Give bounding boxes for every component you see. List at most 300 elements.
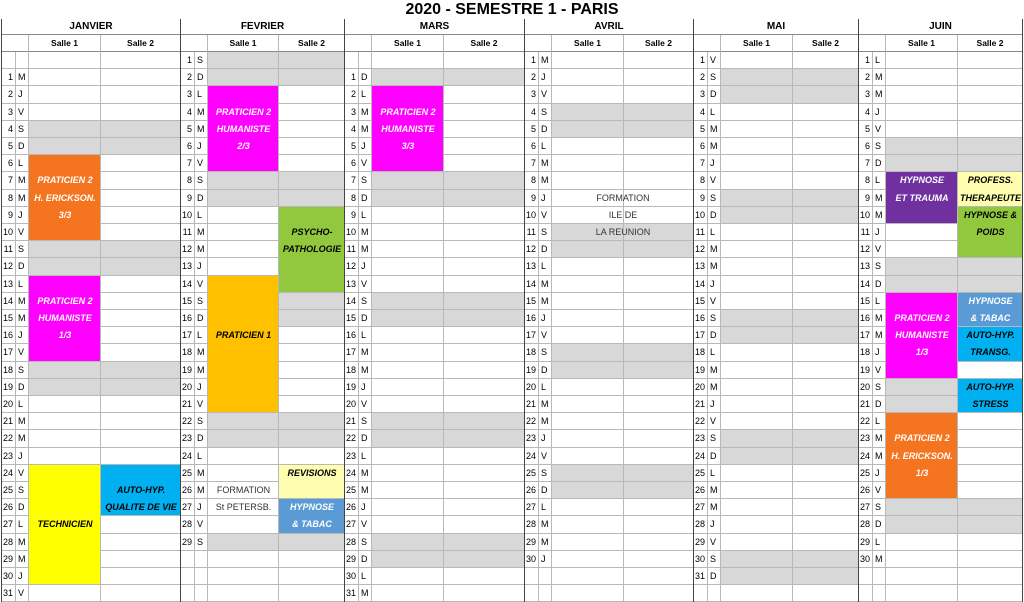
weekday-letter: L (16, 516, 29, 533)
room1-slot[interactable] (208, 52, 279, 69)
room1-slot[interactable] (372, 430, 444, 447)
room1-slot[interactable] (721, 190, 793, 207)
room2-slot[interactable] (793, 86, 859, 103)
room1-slot[interactable] (552, 293, 624, 310)
room2-slot[interactable] (624, 534, 694, 551)
room2-slot[interactable] (444, 241, 525, 258)
room2-slot[interactable] (624, 448, 694, 465)
room1-slot[interactable] (721, 293, 793, 310)
room2-slot[interactable] (624, 396, 694, 413)
room1-slot[interactable] (372, 310, 444, 327)
room1-slot[interactable] (29, 138, 101, 155)
weekday-letter: M (195, 362, 208, 379)
room2-slot[interactable] (793, 52, 859, 69)
room1-slot[interactable] (552, 104, 624, 121)
room1-slot[interactable] (721, 430, 793, 447)
room1-slot[interactable] (372, 499, 444, 516)
room1-slot[interactable] (886, 86, 958, 103)
room1-slot[interactable] (208, 258, 279, 275)
room2-slot[interactable] (624, 482, 694, 499)
room1-slot[interactable] (552, 413, 624, 430)
room2-slot[interactable] (444, 258, 525, 275)
room2-slot[interactable] (624, 276, 694, 293)
room1-slot[interactable] (721, 568, 793, 585)
session-label: 3/3 (58, 209, 72, 220)
room1-slot[interactable] (886, 52, 958, 69)
room2-slot[interactable] (444, 86, 525, 103)
room2-slot[interactable] (444, 138, 525, 155)
room2-slot[interactable] (101, 534, 181, 551)
room2-slot[interactable] (793, 465, 859, 482)
room2-slot[interactable] (279, 190, 345, 207)
room2-slot[interactable] (101, 310, 181, 327)
room1-slot[interactable] (552, 362, 624, 379)
room2-slot[interactable] (279, 362, 345, 379)
room2-slot[interactable] (101, 86, 181, 103)
room2-slot[interactable] (793, 413, 859, 430)
weekday-letter: D (359, 430, 372, 447)
room1-slot[interactable] (552, 327, 624, 344)
room1-slot[interactable] (372, 551, 444, 568)
room2-slot[interactable] (444, 327, 525, 344)
room1-slot[interactable] (372, 534, 444, 551)
room1-slot[interactable] (372, 568, 444, 585)
room2-slot[interactable] (793, 499, 859, 516)
room1-slot[interactable] (721, 138, 793, 155)
room2-slot[interactable] (793, 104, 859, 121)
room1-slot[interactable] (552, 241, 624, 258)
room2-slot[interactable] (958, 86, 1023, 103)
room2-slot[interactable] (793, 258, 859, 275)
room2-slot[interactable] (958, 121, 1023, 138)
room2-slot[interactable] (279, 69, 345, 86)
room1-slot[interactable] (552, 465, 624, 482)
room2-slot[interactable] (444, 585, 525, 602)
room1-slot[interactable] (208, 465, 279, 482)
room2-slot[interactable] (793, 534, 859, 551)
room1-slot[interactable] (208, 190, 279, 207)
room1-slot[interactable] (886, 224, 958, 241)
room2-slot[interactable] (958, 276, 1023, 293)
room2-slot[interactable] (958, 69, 1023, 86)
room1-slot[interactable] (372, 516, 444, 533)
room1-slot[interactable] (372, 69, 444, 86)
room2-slot[interactable] (444, 396, 525, 413)
room1-slot[interactable] (721, 362, 793, 379)
room2-slot[interactable] (958, 482, 1023, 499)
room2-slot[interactable] (101, 551, 181, 568)
room2-slot[interactable] (624, 516, 694, 533)
room2-slot[interactable] (958, 155, 1023, 172)
room2-slot[interactable] (958, 52, 1023, 69)
room1-slot[interactable] (721, 172, 793, 189)
room2-slot[interactable] (793, 276, 859, 293)
room1-slot[interactable] (886, 241, 958, 258)
room1-slot[interactable] (372, 482, 444, 499)
room2-slot[interactable] (624, 138, 694, 155)
room1-slot[interactable] (886, 276, 958, 293)
room1-slot[interactable] (208, 516, 279, 533)
room2-slot[interactable] (279, 86, 345, 103)
room2-slot[interactable] (279, 155, 345, 172)
weekday-letter: V (539, 207, 552, 224)
room2-slot[interactable] (793, 190, 859, 207)
room2-slot[interactable] (444, 310, 525, 327)
room2-slot[interactable] (793, 516, 859, 533)
room2-slot[interactable] (101, 155, 181, 172)
room1-slot[interactable] (721, 69, 793, 86)
room1-slot[interactable] (886, 104, 958, 121)
room2-slot[interactable] (444, 104, 525, 121)
room1-slot[interactable] (552, 52, 624, 69)
room2-slot[interactable] (793, 327, 859, 344)
room2-slot[interactable] (444, 448, 525, 465)
room2-slot[interactable] (279, 396, 345, 413)
room2-slot[interactable] (444, 293, 525, 310)
room1-slot[interactable] (552, 69, 624, 86)
room2-slot[interactable] (793, 241, 859, 258)
room1-slot[interactable] (372, 585, 444, 602)
room1-slot[interactable] (886, 69, 958, 86)
room1-slot[interactable] (721, 396, 793, 413)
room2-slot[interactable] (444, 482, 525, 499)
room2-slot[interactable] (279, 293, 345, 310)
room2-slot[interactable] (279, 379, 345, 396)
room1-slot[interactable] (552, 516, 624, 533)
room2-slot[interactable] (279, 413, 345, 430)
day-number: 18 (694, 344, 708, 361)
room2-slot[interactable] (793, 448, 859, 465)
room2-slot[interactable] (793, 293, 859, 310)
room2-slot[interactable] (958, 448, 1023, 465)
room1-slot[interactable] (721, 155, 793, 172)
room1-slot[interactable] (552, 499, 624, 516)
room2-slot[interactable] (101, 413, 181, 430)
room2-slot[interactable] (444, 534, 525, 551)
room1-slot[interactable] (372, 413, 444, 430)
room1-slot[interactable] (552, 379, 624, 396)
room2-slot[interactable] (444, 190, 525, 207)
room1-slot[interactable] (372, 190, 444, 207)
room2-slot[interactable] (624, 362, 694, 379)
room1-slot[interactable] (721, 258, 793, 275)
room1-slot[interactable] (552, 155, 624, 172)
room2-slot[interactable] (958, 413, 1023, 430)
room2-slot[interactable] (444, 121, 525, 138)
room1-slot[interactable] (372, 379, 444, 396)
room2-slot[interactable] (624, 155, 694, 172)
room2-slot[interactable] (793, 396, 859, 413)
room1-slot[interactable] (552, 430, 624, 447)
room1-slot[interactable] (29, 104, 101, 121)
room2-slot[interactable] (101, 327, 181, 344)
room2-slot[interactable] (101, 448, 181, 465)
session-label: St PETERSB. (215, 502, 272, 513)
room2-slot[interactable] (624, 172, 694, 189)
room2-slot[interactable] (624, 344, 694, 361)
room2-slot[interactable] (444, 69, 525, 86)
room2-slot[interactable] (793, 121, 859, 138)
room2-slot[interactable] (958, 516, 1023, 533)
room2-slot[interactable] (101, 172, 181, 189)
room1-slot[interactable] (29, 430, 101, 447)
room1-slot[interactable] (721, 499, 793, 516)
room1-slot[interactable] (886, 516, 958, 533)
room1-slot[interactable] (208, 172, 279, 189)
room2-slot[interactable] (101, 568, 181, 585)
room2-slot[interactable] (444, 568, 525, 585)
room1-slot[interactable] (886, 155, 958, 172)
room2-slot[interactable] (793, 69, 859, 86)
room2-slot[interactable] (101, 516, 181, 533)
room1-slot[interactable] (372, 207, 444, 224)
room2-slot[interactable] (101, 104, 181, 121)
room1-slot[interactable] (721, 534, 793, 551)
day-number: 6 (181, 138, 195, 155)
room2-slot[interactable] (793, 568, 859, 585)
room2-slot[interactable] (793, 482, 859, 499)
weekday-letter: S (708, 69, 721, 86)
room2-slot[interactable] (279, 430, 345, 447)
room1-slot[interactable] (886, 379, 958, 396)
room2-slot[interactable] (793, 430, 859, 447)
room2-slot[interactable] (624, 430, 694, 447)
room2-slot[interactable] (793, 138, 859, 155)
room2-slot[interactable] (624, 310, 694, 327)
room1-slot[interactable] (886, 499, 958, 516)
room1-slot[interactable] (721, 551, 793, 568)
room1-slot[interactable] (372, 362, 444, 379)
weekday-letter: J (708, 396, 721, 413)
room1-slot[interactable] (208, 413, 279, 430)
room2-slot[interactable] (958, 465, 1023, 482)
room1-slot[interactable] (721, 344, 793, 361)
room1-slot[interactable] (552, 344, 624, 361)
room1-slot[interactable] (721, 465, 793, 482)
room1-slot[interactable] (721, 52, 793, 69)
room2-slot[interactable] (444, 516, 525, 533)
room2-slot[interactable] (793, 551, 859, 568)
room1-slot[interactable] (552, 310, 624, 327)
room2-slot[interactable] (444, 551, 525, 568)
room2-slot[interactable] (958, 499, 1023, 516)
room1-slot[interactable] (29, 121, 101, 138)
room1-slot[interactable] (372, 172, 444, 189)
room2-slot[interactable] (101, 344, 181, 361)
room1-slot[interactable] (552, 276, 624, 293)
room2-slot[interactable] (101, 138, 181, 155)
room1-slot[interactable] (721, 86, 793, 103)
room2-slot[interactable] (101, 258, 181, 275)
room1-slot[interactable] (372, 258, 444, 275)
room2-slot[interactable] (444, 499, 525, 516)
room2-slot[interactable] (958, 362, 1023, 379)
room1-slot[interactable] (721, 413, 793, 430)
room1-slot[interactable] (208, 207, 279, 224)
room2-slot[interactable] (444, 413, 525, 430)
room2-slot[interactable] (444, 276, 525, 293)
room2-slot[interactable] (101, 69, 181, 86)
room2-slot[interactable] (624, 121, 694, 138)
room2-slot[interactable] (793, 379, 859, 396)
room2-slot[interactable] (958, 430, 1023, 447)
room1-slot[interactable] (29, 585, 101, 602)
room1-slot[interactable] (552, 172, 624, 189)
session-label: 1/3 (915, 467, 929, 478)
room2-slot[interactable] (101, 276, 181, 293)
room1-slot[interactable] (372, 293, 444, 310)
room2-slot[interactable] (793, 344, 859, 361)
room1-slot[interactable] (721, 379, 793, 396)
weekday-letter: J (539, 551, 552, 568)
room1-slot[interactable] (29, 69, 101, 86)
room1-slot[interactable] (886, 258, 958, 275)
room2-slot[interactable] (101, 379, 181, 396)
room1-slot[interactable] (372, 344, 444, 361)
room1-slot[interactable] (886, 551, 958, 568)
room1-slot[interactable] (29, 396, 101, 413)
room1-slot[interactable] (372, 224, 444, 241)
room1-slot[interactable] (721, 224, 793, 241)
room2-slot[interactable] (624, 499, 694, 516)
room1-slot[interactable] (886, 121, 958, 138)
room2-slot[interactable] (624, 52, 694, 69)
room1-slot[interactable] (886, 138, 958, 155)
room2-slot[interactable] (279, 327, 345, 344)
room2-slot[interactable] (101, 190, 181, 207)
room2-slot[interactable] (624, 258, 694, 275)
room1-slot[interactable] (552, 258, 624, 275)
room1-slot[interactable] (372, 327, 444, 344)
room2-slot[interactable] (444, 362, 525, 379)
day-number: 4 (2, 121, 16, 138)
room1-slot[interactable] (552, 121, 624, 138)
room2-slot[interactable] (279, 534, 345, 551)
room1-slot[interactable] (29, 362, 101, 379)
room1-slot[interactable] (208, 224, 279, 241)
room1-slot[interactable] (886, 534, 958, 551)
room1-slot[interactable] (29, 448, 101, 465)
room1-slot[interactable] (29, 379, 101, 396)
room2-slot[interactable] (444, 172, 525, 189)
room2-slot[interactable] (101, 430, 181, 447)
room2-slot[interactable] (958, 104, 1023, 121)
room1-slot[interactable] (208, 448, 279, 465)
room2-slot[interactable] (624, 465, 694, 482)
room2-slot[interactable] (624, 293, 694, 310)
room1-slot[interactable] (29, 241, 101, 258)
room2-slot[interactable] (958, 551, 1023, 568)
room2-slot[interactable] (101, 585, 181, 602)
room2-slot[interactable] (279, 52, 345, 69)
room2-slot[interactable] (101, 241, 181, 258)
room2-slot[interactable] (101, 207, 181, 224)
room1-slot[interactable] (552, 534, 624, 551)
room2-slot[interactable] (279, 121, 345, 138)
room1-slot[interactable] (552, 482, 624, 499)
room2-slot[interactable] (279, 104, 345, 121)
room1-slot[interactable] (372, 448, 444, 465)
weekday-letter: M (708, 482, 721, 499)
room2-slot[interactable] (793, 362, 859, 379)
room2-slot[interactable] (279, 344, 345, 361)
room1-slot[interactable] (29, 258, 101, 275)
room2-slot[interactable] (101, 396, 181, 413)
room2-slot[interactable] (101, 293, 181, 310)
room1-slot[interactable] (29, 413, 101, 430)
room1-slot[interactable] (208, 534, 279, 551)
room2-slot[interactable] (279, 310, 345, 327)
room2-slot[interactable] (279, 172, 345, 189)
room2-slot[interactable] (444, 465, 525, 482)
room1-slot[interactable] (721, 241, 793, 258)
room2-slot[interactable] (444, 207, 525, 224)
room2-slot[interactable] (444, 155, 525, 172)
room1-slot[interactable] (208, 241, 279, 258)
room2-slot[interactable] (793, 224, 859, 241)
room1-slot[interactable] (721, 121, 793, 138)
room1-slot[interactable] (721, 276, 793, 293)
room2-slot[interactable] (624, 241, 694, 258)
room2-slot[interactable] (793, 310, 859, 327)
room1-slot[interactable] (372, 396, 444, 413)
room1-slot[interactable] (721, 207, 793, 224)
room2-slot[interactable] (958, 258, 1023, 275)
room1-slot[interactable] (372, 241, 444, 258)
session-block[interactable] (208, 276, 279, 414)
room1-slot[interactable] (552, 86, 624, 103)
room2-slot[interactable] (958, 534, 1023, 551)
room2-slot[interactable] (624, 69, 694, 86)
room1-slot[interactable] (721, 310, 793, 327)
room2-slot[interactable] (101, 362, 181, 379)
room1-slot[interactable] (552, 396, 624, 413)
room2-slot[interactable] (444, 344, 525, 361)
room1-slot[interactable] (552, 138, 624, 155)
room2-slot[interactable] (444, 430, 525, 447)
room1-slot[interactable] (372, 276, 444, 293)
room2-slot[interactable] (624, 551, 694, 568)
room1-slot[interactable] (372, 465, 444, 482)
room2-slot[interactable] (624, 86, 694, 103)
room2-slot[interactable] (793, 155, 859, 172)
room1-slot[interactable] (208, 430, 279, 447)
room2-slot[interactable] (624, 104, 694, 121)
room2-slot[interactable] (101, 224, 181, 241)
room2-slot[interactable] (793, 172, 859, 189)
room2-slot[interactable] (624, 327, 694, 344)
room2-slot[interactable] (279, 448, 345, 465)
room1-slot[interactable] (721, 448, 793, 465)
room2-slot[interactable] (444, 379, 525, 396)
room2-slot[interactable] (958, 138, 1023, 155)
room1-slot[interactable] (721, 104, 793, 121)
room1-slot[interactable] (721, 327, 793, 344)
room1-slot[interactable] (552, 448, 624, 465)
room1-slot[interactable] (552, 551, 624, 568)
room1-slot[interactable] (721, 516, 793, 533)
room2-slot[interactable] (624, 413, 694, 430)
room2-slot[interactable] (444, 224, 525, 241)
room1-slot[interactable] (208, 69, 279, 86)
room2-slot[interactable] (101, 121, 181, 138)
room2-slot[interactable] (624, 379, 694, 396)
room1-slot[interactable] (721, 482, 793, 499)
room1-slot[interactable] (886, 396, 958, 413)
room2-slot[interactable] (279, 138, 345, 155)
room2-slot[interactable] (793, 207, 859, 224)
room1-slot[interactable] (29, 86, 101, 103)
